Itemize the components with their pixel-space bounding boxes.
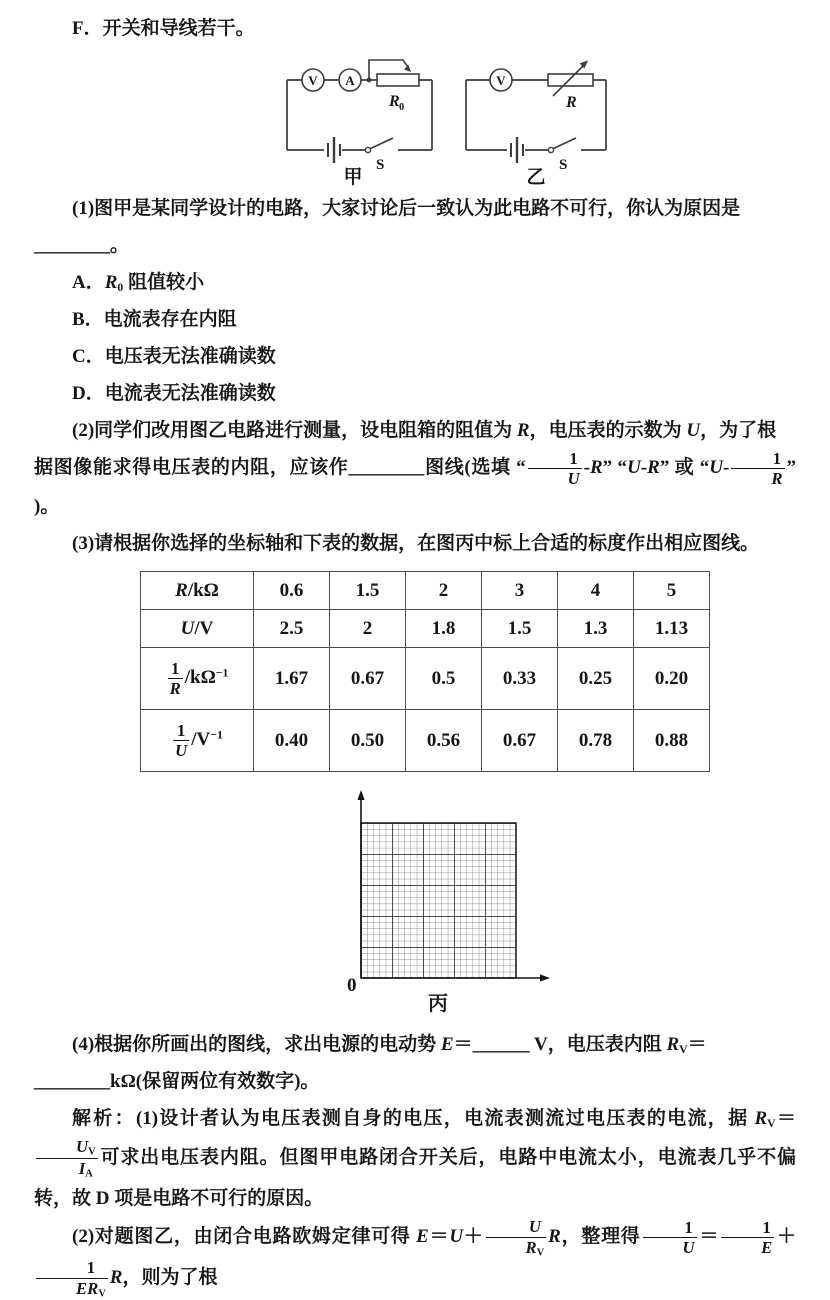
voltmeter-label: V	[308, 73, 318, 88]
table-cell: 2	[330, 610, 406, 648]
origin-label: 0	[347, 975, 357, 997]
table-row	[141, 610, 710, 648]
chart-caption: 丙	[428, 993, 448, 1016]
table-cell: 1.13	[634, 610, 710, 648]
option-d: D．电流表无法准确读数	[72, 383, 276, 404]
row-header: U/V	[141, 610, 254, 648]
ammeter-icon	[339, 69, 361, 91]
switch-icon	[365, 138, 393, 153]
battery-icon	[511, 137, 523, 163]
battery-icon	[328, 137, 340, 163]
switch-label: S	[376, 157, 385, 173]
row-header: R/kΩ	[141, 572, 254, 610]
table-cell: 0.67	[330, 648, 406, 710]
table-cell: 0.56	[406, 710, 482, 772]
table-cell: 5	[634, 572, 710, 610]
row-header: $\frac{1}{U}$ $/V^{-1}$	[141, 710, 254, 772]
question-3: (3)请根据你选择的坐标轴和下表的数据，在图丙中标上合适的标度作出相应图线。	[72, 533, 760, 555]
circuit-figures	[277, 52, 796, 186]
table-cell: 0.67	[482, 710, 558, 772]
table-cell: 3	[482, 572, 558, 610]
voltmeter-icon	[490, 69, 512, 91]
switch-label: S	[559, 157, 568, 173]
voltmeter-label: V	[496, 73, 506, 88]
voltmeter-icon	[302, 69, 324, 91]
table-cell: 0.50	[330, 710, 406, 772]
question-2: (2)同学们改用图乙电路进行测量，设电阻箱的阻值为 R，电压表的示数为 U，为了根 据图像能求得电压表的内阻，应该作________图线(选填 “ $\frac{1}{U}$ -R” “U-R” 或 “U- $\frac{1}{R}$ ” )。	[34, 420, 796, 518]
solution-part-1: 解析：(1)设计者认为电压表测自身的电压，电流表测流过电压表的电流，据 $R_V=$ $\frac{U_V}{I_A}$ 可求出电压表内阻。但图甲电路闭合开关后，电路中电流太小，电流表几乎不偏转，故 D 项是电路不可行的原因。	[34, 1108, 796, 1210]
table-cell: 0.20	[634, 648, 710, 710]
circuit-yi	[456, 52, 616, 186]
table-cell: 2	[406, 572, 482, 610]
table-cell: 0.88	[634, 710, 710, 772]
table-cell: 0.5	[406, 648, 482, 710]
table-cell: 0.40	[254, 710, 330, 772]
figure-caption-yi: 乙	[526, 167, 546, 186]
data-table	[140, 571, 710, 772]
option-a: A．$R_0$ 阻值较小	[72, 272, 205, 294]
table-row	[141, 710, 710, 772]
table-cell: 1.67	[254, 648, 330, 710]
table-cell: 2.5	[254, 610, 330, 648]
table-cell: 0.33	[482, 648, 558, 710]
table-row	[141, 572, 710, 610]
table-cell: 1.8	[406, 610, 482, 648]
question-1: (1)图甲是某同学设计的电路，大家讨论后一致认为此电路不可行，你认为原因是 ________。	[34, 198, 741, 256]
rheostat-label: R	[389, 93, 400, 110]
equipment-line-f: F．开关和导线若干。	[72, 18, 255, 39]
table-cell: 0.6	[254, 572, 330, 610]
table-cell: 1.3	[558, 610, 634, 648]
resistor-box-icon	[548, 74, 593, 86]
table-row	[141, 648, 710, 710]
option-b: B．电流表存在内阻	[72, 309, 237, 330]
resistor-label: R	[566, 94, 577, 111]
table-cell: 1.5	[330, 572, 406, 610]
table-cell: 4	[558, 572, 634, 610]
question-4: (4)根据你所画出的图线，求出电源的电动势 E＝______ V，电压表内阻 $R_V=$ ________kΩ(保留两位有效数字)。	[34, 1034, 707, 1093]
table-cell: 0.25	[558, 648, 634, 710]
y-axis-arrow-icon	[357, 790, 364, 800]
option-c: C．电压表无法准确读数	[72, 346, 276, 367]
figure-caption-jia: 甲	[343, 167, 363, 186]
row-header: $\frac{1}{R}$ $/k\Omega^{-1}$	[141, 648, 254, 710]
grid-chart	[339, 788, 555, 1018]
rheostat-box-icon	[377, 74, 419, 86]
circuit-yi-wires	[466, 80, 606, 150]
table-cell: 1.5	[482, 610, 558, 648]
rheostat-label-sub: 0	[399, 102, 405, 113]
ammeter-label: A	[345, 73, 355, 88]
switch-icon	[548, 138, 576, 153]
junction-dot	[367, 78, 372, 83]
grid-area	[361, 823, 516, 978]
circuit-jia	[277, 52, 442, 186]
solution-part-2: (2)对题图乙，由闭合电路欧姆定律可得 E＝U＋ $\frac{U}{R_V}$ R，整理得 $\frac{1}{U}$ ＝ $\frac{1}{E}$ ＋ $\frac{1}{ER_V}$ R，则为了根	[34, 1217, 796, 1299]
x-axis-arrow-icon	[540, 975, 550, 982]
table-cell: 0.78	[558, 710, 634, 772]
